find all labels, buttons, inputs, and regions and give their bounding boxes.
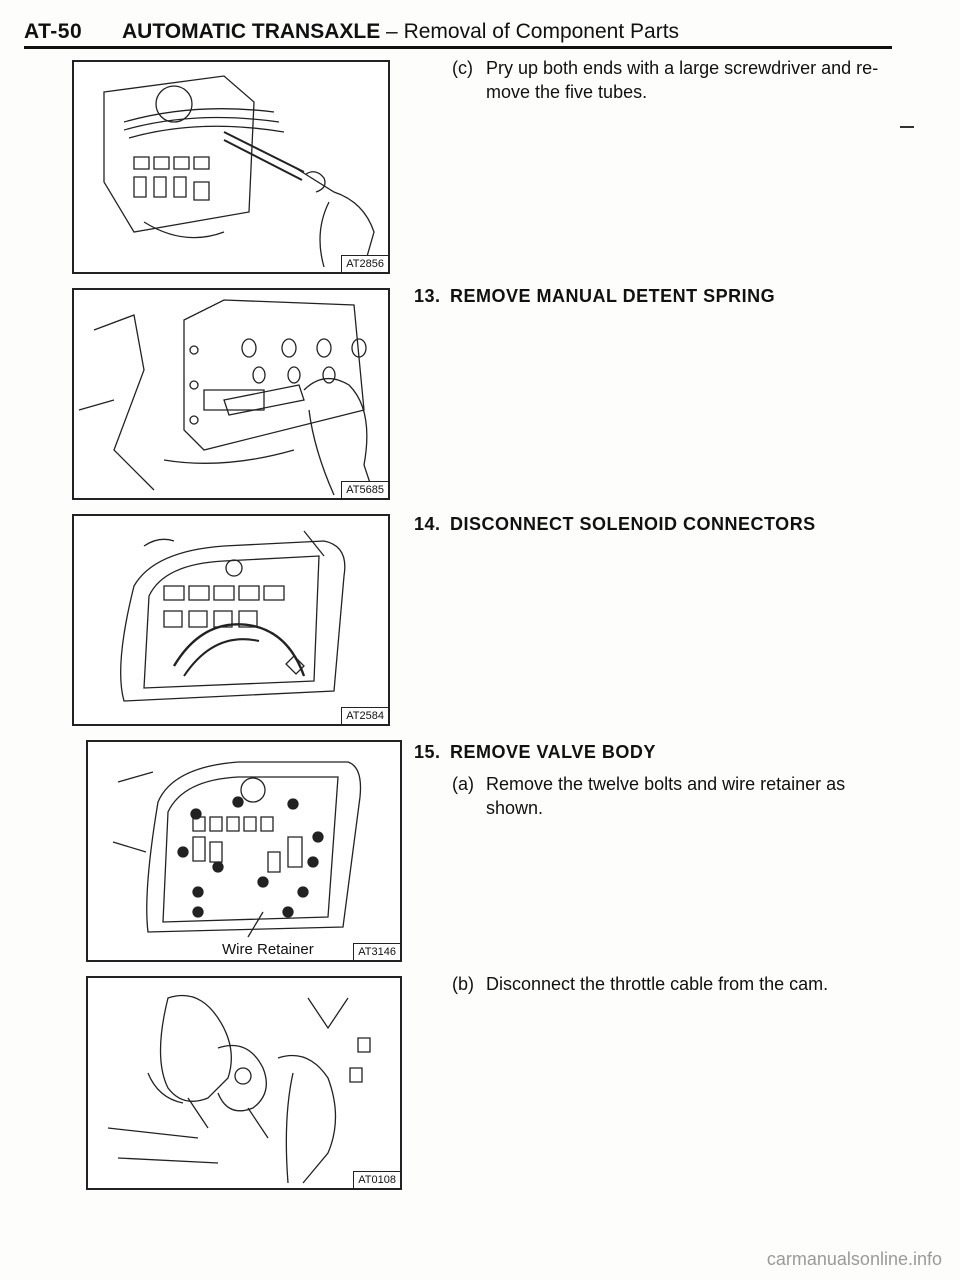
figure-detent-spring [72, 288, 390, 500]
watermark: carmanualsonline.info [766, 1249, 942, 1269]
title-bold: AUTOMATIC TRANSAXLE [122, 20, 381, 43]
step-15-title: REMOVE VALVE BODY [450, 742, 656, 762]
step-13-title: REMOVE MANUAL DETENT SPRING [450, 286, 776, 306]
margin-dash [900, 126, 914, 128]
title-rest: – Removal of Component Parts [380, 20, 680, 43]
illustration-valve-tubes [74, 62, 388, 272]
wire-retainer-label: Wire Retainer [218, 941, 318, 958]
step-15a [452, 772, 892, 820]
figure-solenoid-connectors [72, 514, 390, 726]
step-c-label: (c) [452, 58, 473, 78]
step-14-title: DISCONNECT SOLENOID CONNECTORS [450, 514, 816, 534]
step-15-number: 15. [414, 742, 441, 762]
illustration-throttle-cable [88, 978, 400, 1188]
figure-valve-body-bolts [86, 740, 402, 962]
step-14-heading [414, 514, 816, 535]
figure-code: AT3146 [353, 943, 400, 960]
step-c-text: Pry up both ends with a large screwdriver and re-move the five tubes. [486, 58, 879, 102]
step-15a-label: (a) [452, 774, 474, 794]
figure-code: AT2584 [341, 707, 388, 724]
figure-throttle-cable [86, 976, 402, 1190]
step-15b [452, 972, 892, 996]
step-15b-label: (b) [452, 974, 474, 994]
step-13-number: 13. [414, 286, 441, 306]
figure-code: AT5685 [341, 481, 388, 498]
illustration-valve-body [88, 742, 400, 960]
illustration-solenoid-connectors [74, 516, 388, 724]
header-rule [24, 46, 892, 49]
illustration-detent-spring [74, 290, 388, 498]
figure-code: AT2856 [341, 255, 388, 272]
figure-code: AT0108 [353, 1171, 400, 1188]
step-15b-text: Disconnect the throttle cable from the cam. [486, 974, 829, 994]
page-header [24, 14, 914, 48]
step-c [452, 56, 892, 104]
step-15a-text: Remove the twelve bolts and wire retainer as shown. [486, 774, 846, 818]
page-code: AT-50 [24, 20, 83, 43]
step-15-heading [414, 742, 656, 763]
step-14-number: 14. [414, 514, 441, 534]
page-title [122, 20, 679, 44]
step-13-heading [414, 286, 775, 307]
figure-tube-removal [72, 60, 390, 274]
